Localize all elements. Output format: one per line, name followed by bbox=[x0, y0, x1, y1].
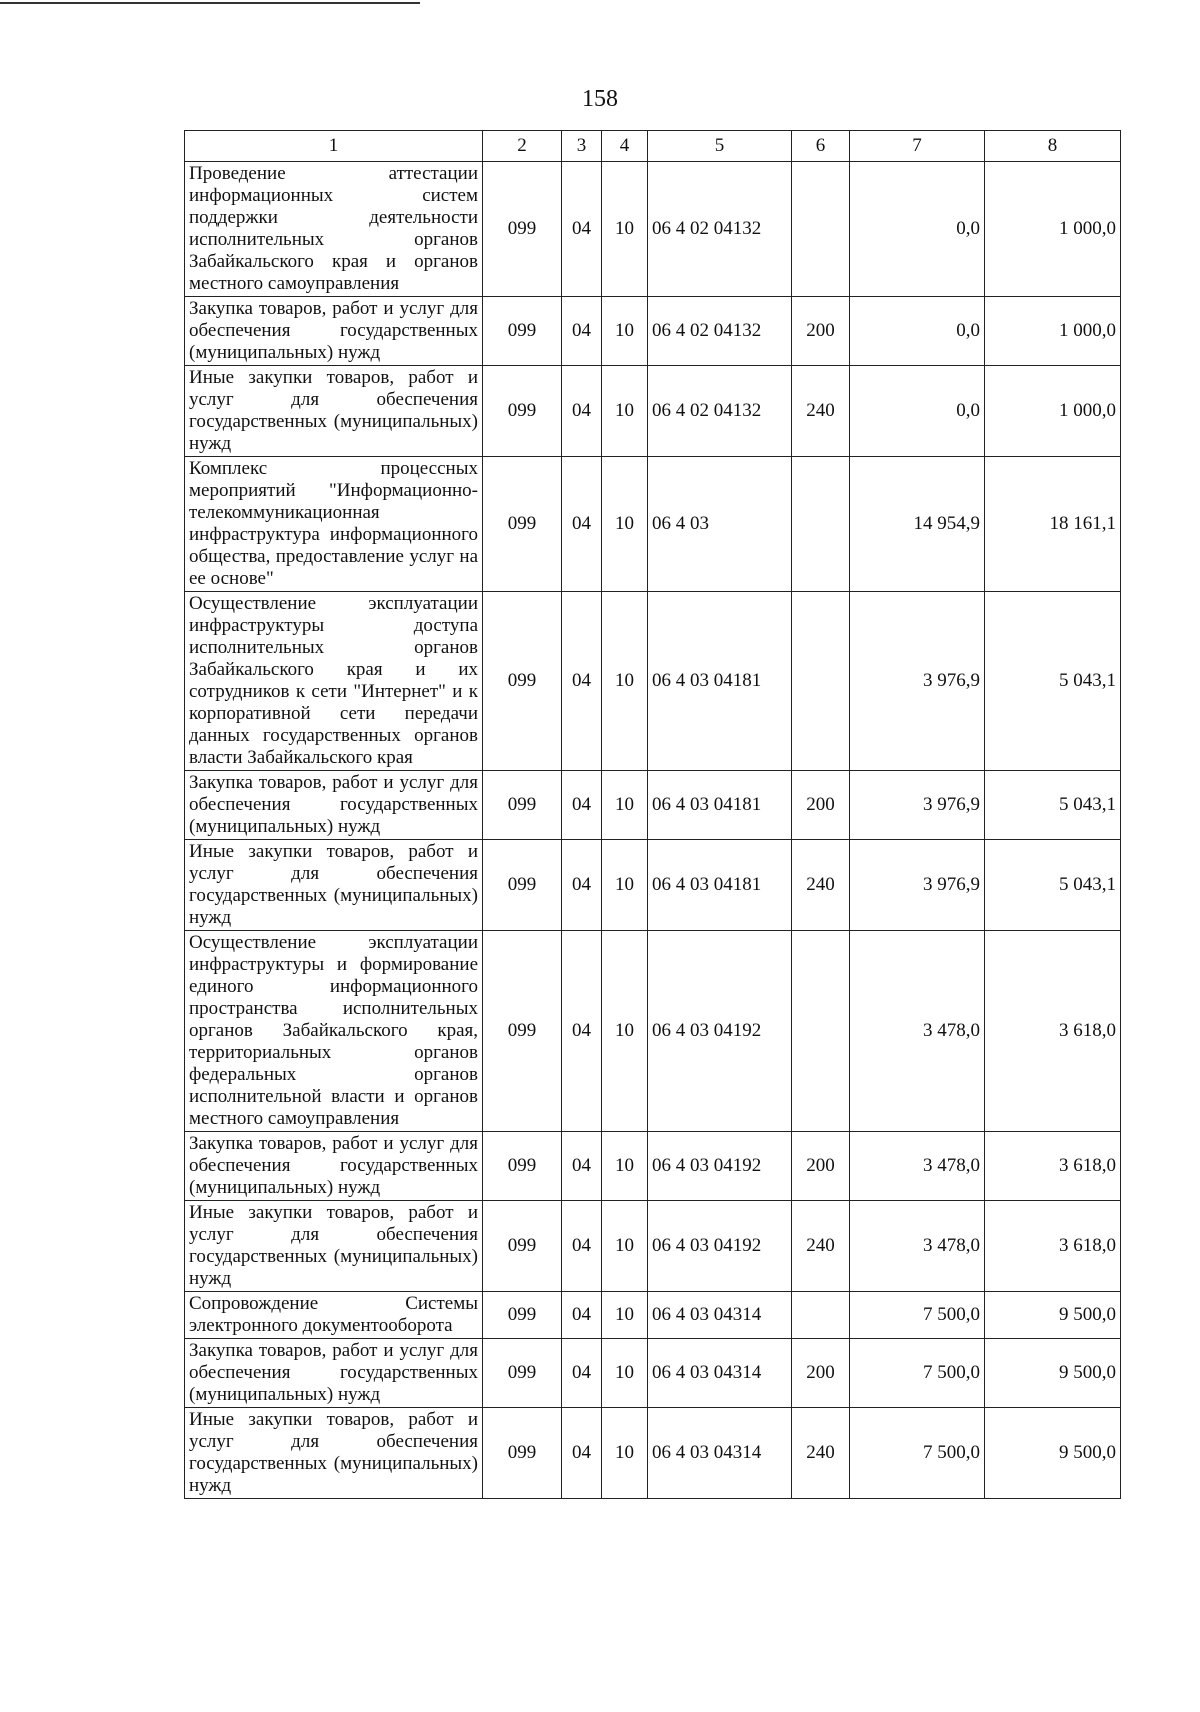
header-cell: 3 bbox=[562, 131, 602, 162]
amount-col7-cell: 0,0 bbox=[850, 162, 985, 297]
subsection-cell: 10 bbox=[602, 1132, 648, 1201]
row-name-cell: Осуществление эксплуатации инфраструктуры доступа исполнительных органов Забайкальского края и их сотрудников к сети "Интернет" и к корпоративной сети передачи данных государственных органов власти Забайкальского края bbox=[185, 592, 483, 771]
amount-col8-cell: 9 500,0 bbox=[985, 1339, 1121, 1408]
target-article-cell: 06 4 03 bbox=[648, 457, 792, 592]
subsection-cell: 10 bbox=[602, 366, 648, 457]
amount-col8-cell: 5 043,1 bbox=[985, 592, 1121, 771]
code-admin-cell: 099 bbox=[483, 771, 562, 840]
subsection-cell: 10 bbox=[602, 840, 648, 931]
target-article-cell: 06 4 03 04314 bbox=[648, 1292, 792, 1339]
row-name-cell: Иные закупки товаров, работ и услуг для обеспечения государственных (муниципальных) нужд bbox=[185, 1408, 483, 1499]
table-row bbox=[185, 931, 1121, 1132]
table-row bbox=[185, 1408, 1121, 1499]
expense-type-cell: 240 bbox=[792, 840, 850, 931]
header-cell: 1 bbox=[185, 131, 483, 162]
section-cell: 04 bbox=[562, 457, 602, 592]
scan-edge-line bbox=[0, 2, 420, 4]
code-admin-cell: 099 bbox=[483, 297, 562, 366]
amount-col8-cell: 3 618,0 bbox=[985, 1132, 1121, 1201]
budget-table bbox=[184, 130, 1121, 1499]
row-name-cell: Закупка товаров, работ и услуг для обеспечения государственных (муниципальных) нужд bbox=[185, 297, 483, 366]
row-name-cell: Закупка товаров, работ и услуг для обеспечения государственных (муниципальных) нужд bbox=[185, 771, 483, 840]
section-cell: 04 bbox=[562, 1292, 602, 1339]
expense-type-cell: 200 bbox=[792, 1132, 850, 1201]
subsection-cell: 10 bbox=[602, 297, 648, 366]
row-name-cell: Закупка товаров, работ и услуг для обеспечения государственных (муниципальных) нужд bbox=[185, 1132, 483, 1201]
section-cell: 04 bbox=[562, 931, 602, 1132]
header-cell: 8 bbox=[985, 131, 1121, 162]
section-cell: 04 bbox=[562, 1339, 602, 1408]
amount-col7-cell: 3 976,9 bbox=[850, 840, 985, 931]
row-name-cell: Осуществление эксплуатации инфраструктуры и формирование единого информационного пространства исполнительных органов Забайкальского края, территориальных органов федеральных органов исполнительной власти и органов местного самоуправления bbox=[185, 931, 483, 1132]
table-row bbox=[185, 840, 1121, 931]
section-cell: 04 bbox=[562, 162, 602, 297]
expense-type-cell bbox=[792, 1292, 850, 1339]
expense-type-cell bbox=[792, 931, 850, 1132]
expense-type-cell bbox=[792, 457, 850, 592]
row-name-cell: Иные закупки товаров, работ и услуг для обеспечения государственных (муниципальных) нужд bbox=[185, 1201, 483, 1292]
target-article-cell: 06 4 03 04192 bbox=[648, 1201, 792, 1292]
amount-col7-cell: 3 478,0 bbox=[850, 1201, 985, 1292]
subsection-cell: 10 bbox=[602, 1201, 648, 1292]
amount-col8-cell: 18 161,1 bbox=[985, 457, 1121, 592]
header-row bbox=[185, 131, 1121, 162]
subsection-cell: 10 bbox=[602, 1292, 648, 1339]
table-row bbox=[185, 592, 1121, 771]
row-name-cell: Сопровождение Системы электронного документооборота bbox=[185, 1292, 483, 1339]
section-cell: 04 bbox=[562, 297, 602, 366]
section-cell: 04 bbox=[562, 1132, 602, 1201]
amount-col7-cell: 3 478,0 bbox=[850, 1132, 985, 1201]
amount-col7-cell: 7 500,0 bbox=[850, 1408, 985, 1499]
table-row bbox=[185, 1132, 1121, 1201]
section-cell: 04 bbox=[562, 1408, 602, 1499]
row-name-cell: Комплекс процессных мероприятий "Информационно-телекоммуникационная инфраструктура информационного общества, предоставление услуг на ее основе" bbox=[185, 457, 483, 592]
amount-col8-cell: 3 618,0 bbox=[985, 931, 1121, 1132]
expense-type-cell bbox=[792, 162, 850, 297]
amount-col8-cell: 1 000,0 bbox=[985, 162, 1121, 297]
code-admin-cell: 099 bbox=[483, 1201, 562, 1292]
table-row bbox=[185, 366, 1121, 457]
page-number: 158 bbox=[582, 86, 618, 112]
code-admin-cell: 099 bbox=[483, 457, 562, 592]
code-admin-cell: 099 bbox=[483, 1132, 562, 1201]
code-admin-cell: 099 bbox=[483, 1292, 562, 1339]
amount-col7-cell: 3 478,0 bbox=[850, 931, 985, 1132]
subsection-cell: 10 bbox=[602, 771, 648, 840]
section-cell: 04 bbox=[562, 840, 602, 931]
header-cell: 5 bbox=[648, 131, 792, 162]
expense-type-cell: 240 bbox=[792, 1408, 850, 1499]
table-row bbox=[185, 162, 1121, 297]
code-admin-cell: 099 bbox=[483, 931, 562, 1132]
subsection-cell: 10 bbox=[602, 457, 648, 592]
expense-type-cell bbox=[792, 592, 850, 771]
table-row bbox=[185, 457, 1121, 592]
expense-type-cell: 240 bbox=[792, 1201, 850, 1292]
amount-col8-cell: 1 000,0 bbox=[985, 366, 1121, 457]
expense-type-cell: 200 bbox=[792, 1339, 850, 1408]
code-admin-cell: 099 bbox=[483, 840, 562, 931]
table-row bbox=[185, 1339, 1121, 1408]
section-cell: 04 bbox=[562, 366, 602, 457]
expense-type-cell: 240 bbox=[792, 366, 850, 457]
target-article-cell: 06 4 03 04192 bbox=[648, 1132, 792, 1201]
subsection-cell: 10 bbox=[602, 1339, 648, 1408]
code-admin-cell: 099 bbox=[483, 162, 562, 297]
amount-col7-cell: 3 976,9 bbox=[850, 592, 985, 771]
row-name-cell: Иные закупки товаров, работ и услуг для обеспечения государственных (муниципальных) нужд bbox=[185, 366, 483, 457]
target-article-cell: 06 4 03 04314 bbox=[648, 1339, 792, 1408]
section-cell: 04 bbox=[562, 592, 602, 771]
header-cell: 7 bbox=[850, 131, 985, 162]
amount-col7-cell: 0,0 bbox=[850, 297, 985, 366]
amount-col7-cell: 7 500,0 bbox=[850, 1339, 985, 1408]
table-row bbox=[185, 297, 1121, 366]
target-article-cell: 06 4 03 04181 bbox=[648, 771, 792, 840]
row-name-cell: Иные закупки товаров, работ и услуг для обеспечения государственных (муниципальных) нужд bbox=[185, 840, 483, 931]
amount-col8-cell: 5 043,1 bbox=[985, 840, 1121, 931]
table-body bbox=[185, 162, 1121, 1499]
section-cell: 04 bbox=[562, 771, 602, 840]
amount-col8-cell: 9 500,0 bbox=[985, 1408, 1121, 1499]
target-article-cell: 06 4 02 04132 bbox=[648, 366, 792, 457]
subsection-cell: 10 bbox=[602, 1408, 648, 1499]
table-row bbox=[185, 771, 1121, 840]
header-cell: 4 bbox=[602, 131, 648, 162]
code-admin-cell: 099 bbox=[483, 592, 562, 771]
expense-type-cell: 200 bbox=[792, 771, 850, 840]
code-admin-cell: 099 bbox=[483, 1339, 562, 1408]
amount-col8-cell: 3 618,0 bbox=[985, 1201, 1121, 1292]
amount-col7-cell: 3 976,9 bbox=[850, 771, 985, 840]
subsection-cell: 10 bbox=[602, 592, 648, 771]
amount-col7-cell: 14 954,9 bbox=[850, 457, 985, 592]
target-article-cell: 06 4 03 04181 bbox=[648, 840, 792, 931]
section-cell: 04 bbox=[562, 1201, 602, 1292]
header-cell: 6 bbox=[792, 131, 850, 162]
amount-col7-cell: 0,0 bbox=[850, 366, 985, 457]
target-article-cell: 06 4 02 04132 bbox=[648, 297, 792, 366]
expense-type-cell: 200 bbox=[792, 297, 850, 366]
amount-col8-cell: 9 500,0 bbox=[985, 1292, 1121, 1339]
table-row bbox=[185, 1292, 1121, 1339]
row-name-cell: Закупка товаров, работ и услуг для обеспечения государственных (муниципальных) нужд bbox=[185, 1339, 483, 1408]
target-article-cell: 06 4 03 04192 bbox=[648, 931, 792, 1132]
subsection-cell: 10 bbox=[602, 931, 648, 1132]
target-article-cell: 06 4 03 04314 bbox=[648, 1408, 792, 1499]
amount-col8-cell: 5 043,1 bbox=[985, 771, 1121, 840]
target-article-cell: 06 4 03 04181 bbox=[648, 592, 792, 771]
code-admin-cell: 099 bbox=[483, 1408, 562, 1499]
subsection-cell: 10 bbox=[602, 162, 648, 297]
row-name-cell: Проведение аттестации информационных систем поддержки деятельности исполнительных органов Забайкальского края и органов местного самоуправления bbox=[185, 162, 483, 297]
amount-col7-cell: 7 500,0 bbox=[850, 1292, 985, 1339]
code-admin-cell: 099 bbox=[483, 366, 562, 457]
table-row bbox=[185, 1201, 1121, 1292]
header-cell: 2 bbox=[483, 131, 562, 162]
amount-col8-cell: 1 000,0 bbox=[985, 297, 1121, 366]
target-article-cell: 06 4 02 04132 bbox=[648, 162, 792, 297]
